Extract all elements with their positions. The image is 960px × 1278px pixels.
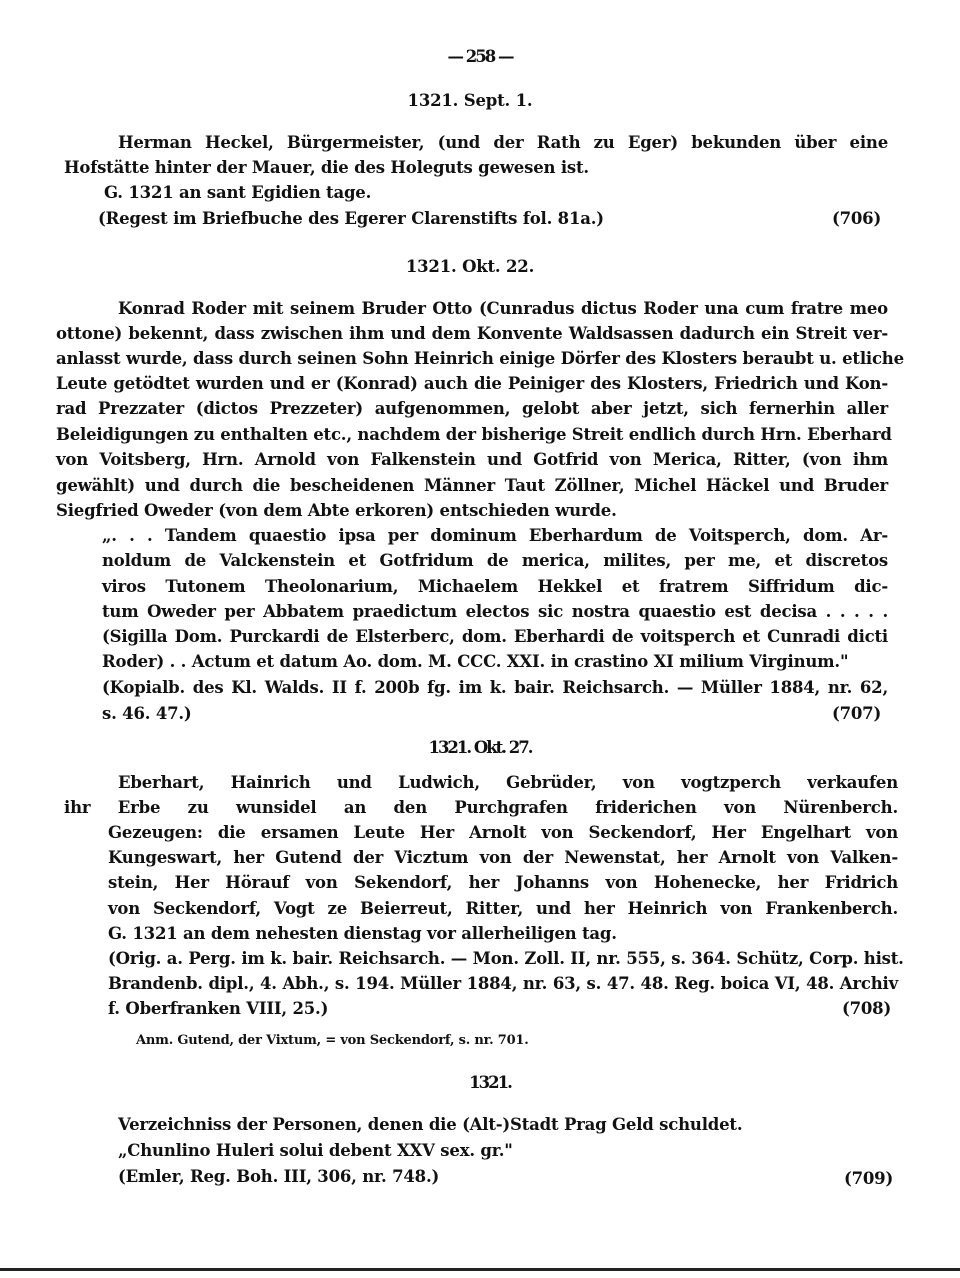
entry-text-line: ottone) bekennt, dass zwischen ihm und dem Konvente Waldsassen dadurch ein Streit ver- [56,324,888,343]
entry-text-line: von Voitsberg, Hrn. Arnold von Falkenstein und Gotfrid von Merica, Ritter, (von ihm [56,450,888,469]
entry-text-line: ihr Erbe zu wunsidel an den Purchgrafen friderichen von Nürenberch. [64,798,898,817]
entry-heading: 1321. Sept. 1. [407,91,533,110]
entry-text-line: gewählt) und durch die bescheidenen Männer Taut Zöllner, Michel Häckel und Bruder [56,476,888,495]
entry-text-line: Eberhart, Hainrich und Ludwich, Gebrüder, von vogtzperch verkaufen [118,773,898,792]
entry-text-line: Verzeichniss der Personen, denen die (Alt-)Stadt Prag Geld schuldet. [118,1115,743,1134]
entry-text-line: Siegfried Oweder (von dem Abte erkoren) entschieden wurde. [56,501,617,520]
entry-number: (708) [842,999,892,1018]
entry-text-line: stein, Her Hörauf von Sekendorf, her Johanns von Hohenecke, her Fridrich [108,873,898,892]
entry-text-line: von Seckendorf, Vogt ze Beierreut, Ritter, und her Heinrich von Frankenberch. [108,899,898,918]
entry-quote-line: Roder) . . Actum et datum Ao. dom. M. CCC. XXI. in crastino XI milium Virginum." [102,652,849,671]
entry-number: (707) [832,704,882,723]
entry-text-line: Konrad Roder mit seinem Bruder Otto (Cunradus dictus Roder una cum fratre meo [118,299,888,318]
entry-source: (Regest im Briefbuche des Egerer Clarenstifts fol. 81a.) [98,209,604,228]
entry-annotation: Anm. Gutend, der Vixtum, = von Seckendorf, s. nr. 701. [136,1033,529,1048]
entry-quote-line: „Chunlino Huleri solui debent XXV sex. gr." [118,1141,513,1160]
entry-heading: 1321. [469,1073,511,1092]
entry-source: (Emler, Reg. Boh. III, 306, nr. 748.) [118,1167,440,1186]
entry-text-line: rad Prezzater (dictos Prezzeter) aufgenommen, gelobt aber jetzt, sich fernerhin aller [56,399,888,418]
entry-number: (706) [832,209,882,228]
entry-quote-line: viros Tutonem Theolonarium, Michaelem Hekkel et fratrem Siffridum dic- [102,577,888,596]
entry-text-line: Gezeugen: die ersamen Leute Her Arnolt von Seckendorf, Her Engelhart von [108,823,898,842]
entry-quote-line: „. . . Tandem quaestio ipsa per dominum Eberhardum de Voitsperch, dom. Ar- [102,526,888,545]
entry-text-line: Leute getödtet wurden und er (Konrad) auch die Peiniger des Klosters, Friedrich und Kon- [56,374,888,393]
entry-source: Brandenb. dipl., 4. Abh., s. 194. Müller 1884, nr. 63, s. 47. 48. Reg. boica VI, 48. Archiv [108,974,898,993]
entry-heading: 1321. Okt. 27. [428,738,532,757]
entry-source: (Kopialb. des Kl. Walds. II f. 200b fg. im k. bair. Reichsarch. — Müller 1884, nr. 62, [102,678,888,697]
entry-text-line: Herman Heckel, Bürgermeister, (und der Rath zu Eger) bekunden über eine [118,133,888,152]
entry-quote-line: tum Oweder per Abbatem praedictum electos sic nostra quaestio est decisa . . . . . [102,602,888,621]
entry-quote-line: (Sigilla Dom. Purckardi de Elsterberc, dom. Eberhardi de voitsperch et Cunradi dicti [102,627,888,646]
entry-quote-line: noldum de Valckenstein et Gotfridum de merica, milites, per me, et discretos [102,551,888,570]
bottom-edge-rule [0,1268,960,1271]
entry-text-line: G. 1321 an dem nehesten dienstag vor allerheiligen tag. [108,924,617,943]
entry-text-line: anlasst wurde, dass durch seinen Sohn Heinrich einige Dörfer des Klosters beraubt u. etliche [56,349,904,368]
entry-text-line: Hofstätte hinter der Mauer, die des Holeguts gewesen ist. [64,158,589,177]
page-number: — 258 — [447,47,513,66]
entry-heading: 1321. Okt. 22. [405,257,535,276]
entry-source: (Orig. a. Perg. im k. bair. Reichsarch. — Mon. Zoll. II, nr. 555, s. 364. Schütz, Corp. hist. [108,949,904,968]
entry-text-line: G. 1321 an sant Egidien tage. [104,183,372,202]
entry-text-line: Beleidigungen zu enthalten etc., nachdem der bisherige Streit endlich durch Hrn. Eberhard [56,425,892,444]
entry-number: (709) [844,1169,894,1188]
entry-source: f. Oberfranken VIII, 25.) [108,999,329,1018]
entry-source: s. 46. 47.) [102,704,192,723]
entry-text-line: Kungeswart, her Gutend der Vicztum von der Newenstat, her Arnolt von Valken- [108,848,898,867]
